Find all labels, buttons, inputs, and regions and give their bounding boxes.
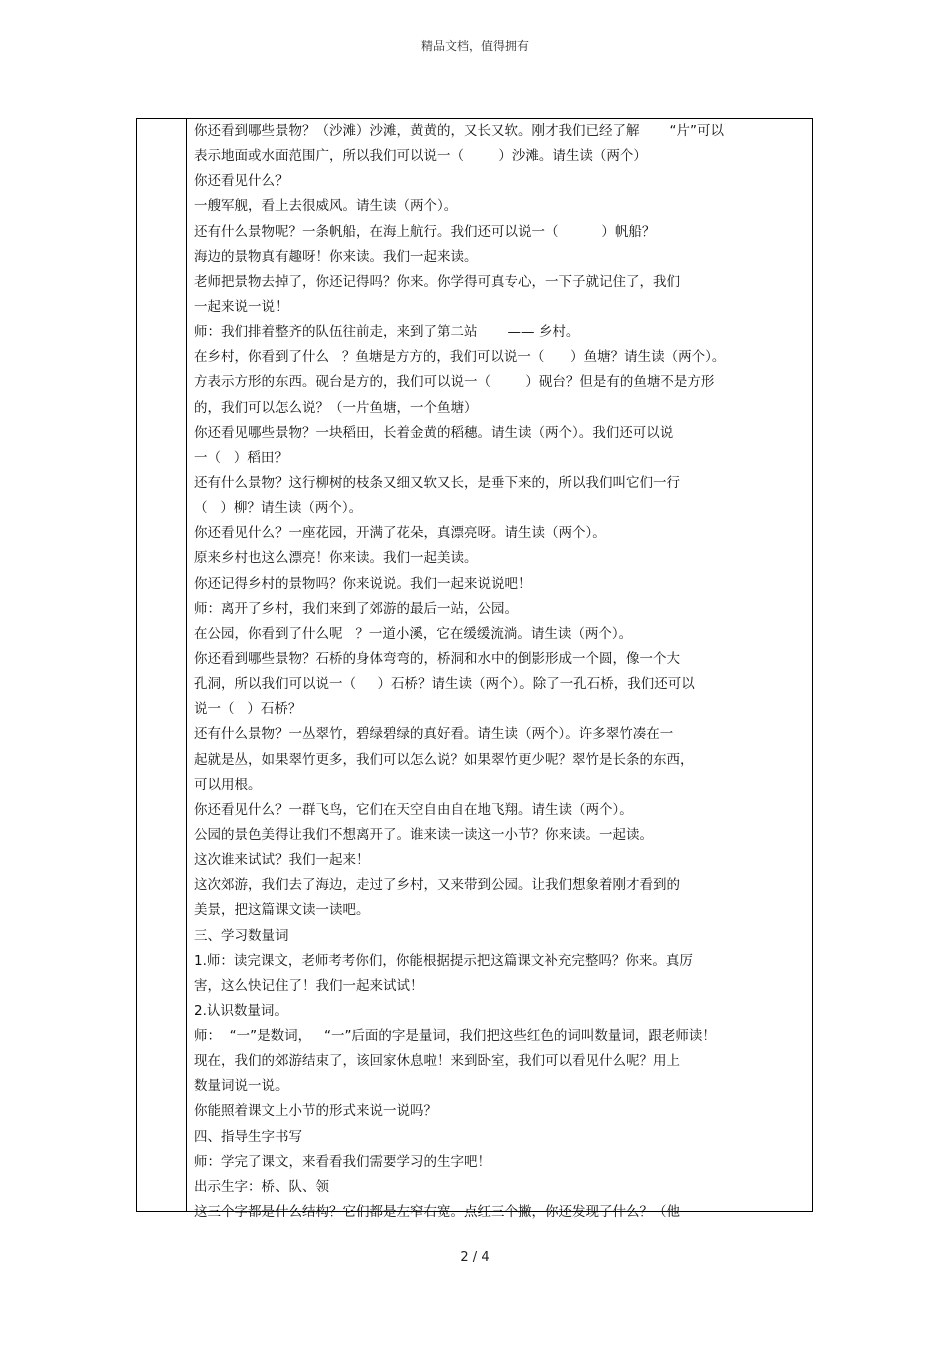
text-line: 这次谁来试试？我们一起来！: [194, 852, 370, 869]
page-header: 精品文档，值得拥有: [420, 39, 529, 53]
text-line: 在公园，你看到了什么呢 ？一道小溪，它在缓缓流淌。请生读（两个）。: [194, 625, 633, 642]
text-line: 孔洞，所以我们可以说一（ ）石桥？请生读（两个）。除了一孔石桥，我们还可以: [194, 676, 695, 693]
text-line: 还有什么景物呢？一条帆船，在海上航行。我们还可以说一（ ）帆船？: [194, 223, 656, 240]
text-line: 你还看到哪些景物？（沙滩）沙滩，黄黄的，又长又软。刚才我们已经了解 “片”可以: [194, 123, 725, 139]
table-column-divider: [186, 118, 187, 1212]
text-line: 在乡村，你看到了什么 ？鱼塘是方方的，我们可以说一（ ）鱼塘？请生读（两个）。: [194, 349, 726, 366]
text-line: 害，这么快记住了！我们一起来试试！: [194, 977, 424, 994]
text-line: 你还看见什么？一群飞鸟，它们在天空自由自在地飞翔。请生读（两个）。: [194, 801, 633, 818]
text-line: 1.师：读完课文，老师考考你们，你能根据提示把这篇课文补充完整吗？你来。真厉: [194, 952, 693, 969]
text-line: 师：离开了乡村，我们来到了郊游的最后一站，公园。: [194, 600, 518, 617]
text-line: 一起来说一说！: [194, 298, 289, 315]
text-line: 你还看见哪些景物？一块稻田，长着金黄的稻穗。请生读（两个）。我们还可以说: [194, 424, 674, 441]
text-line: 一（ ）稻田？: [194, 449, 288, 466]
page-number: 2 / 4: [460, 1250, 490, 1265]
text-line: 公园的景色美得让我们不想离开了。谁来读一读这一小节？你来读。一起读。: [194, 826, 653, 843]
text-line: 还有什么景物？一丛翠竹，碧绿碧绿的真好看。请生读（两个）。许多翠竹凑在一: [194, 726, 674, 743]
text-line: 你还记得乡村的景物吗？你来说说。我们一起来说说吧！: [194, 575, 532, 592]
text-line: 表示地面或水面范围广，所以我们可以说一（ ）沙滩。请生读（两个）: [194, 148, 647, 165]
text-line: 原来乡村也这么漂亮！你来读。我们一起美读。: [194, 550, 478, 567]
text-line: 你还看到哪些景物？石桥的身体弯弯的，桥洞和水中的倒影形成一个圆，像一个大: [194, 650, 680, 667]
text-line: 方表示方形的东西。砚台是方的，我们可以说一（ ）砚台？但是有的鱼塘不是方形: [194, 374, 715, 391]
text-line: 可以用根。: [194, 776, 262, 793]
text-line: 的，我们可以怎么说？（一片鱼塘，一个鱼塘）: [194, 399, 478, 416]
text-line: 这次郊游，我们去了海边，走过了乡村，又来带到公园。让我们想象着刚才看到的: [194, 877, 680, 894]
text-line: 老师把景物去掉了，你还记得吗？你来。你学得可真专心，一下子就记住了，我们: [194, 273, 680, 290]
text-line: 2.认识数量词。: [194, 1002, 288, 1019]
text-line: 数量词说一说。: [194, 1078, 289, 1095]
text-line: 你还看见什么？一座花园，开满了花朵，真漂亮呀。请生读（两个）。: [194, 525, 606, 542]
text-line: 你还看见什么？: [194, 173, 289, 190]
text-line: 海边的景物真有趣呀！你来读。我们一起来读。: [194, 248, 478, 265]
text-line: 现在，我们的郊游结束了，该回家休息啦！来到卧室，我们可以看见什么呢？用上: [194, 1053, 680, 1070]
text-line: 你能照着课文上小节的形式来说一说吗？: [194, 1103, 437, 1120]
text-line: 一艘军舰，看上去很威风。请生读（两个）。: [194, 198, 458, 215]
text-line: 起就是丛，如果翠竹更多，我们可以怎么说？如果翠竹更少呢？翠竹是长条的东西，: [194, 751, 694, 768]
text-line: 出示生字：桥、队、领: [194, 1178, 329, 1195]
text-line: （ ）柳？请生读（两个）。: [194, 500, 363, 517]
text-line: 还有什么景物？这行柳树的枝条又细又软又长，是垂下来的，所以我们叫它们一行: [194, 474, 680, 491]
text-line: 美景，把这篇课文读一读吧。: [194, 902, 370, 919]
text-line: 说一（ ）石桥？: [194, 701, 302, 718]
text-line: 这三个字都是什么结构？它们都是左窄右宽。点红三个撇，你还发现了什么？（他: [194, 1204, 680, 1221]
text-line: 三、学习数量词: [194, 927, 289, 944]
text-line: 师：我们排着整齐的队伍往前走，来到了第二站 —— 乡村。: [194, 324, 580, 341]
lesson-content: [194, 119, 806, 1221]
text-line: 四、指导生字书写: [194, 1128, 302, 1145]
text-line: 师：学完了课文，来看看我们需要学习的生字吧！: [194, 1153, 491, 1170]
text-line: 师： “一”是数词， “一”后面的字是量词，我们把这些红色的词叫数量词，跟老师读！: [194, 1028, 716, 1045]
